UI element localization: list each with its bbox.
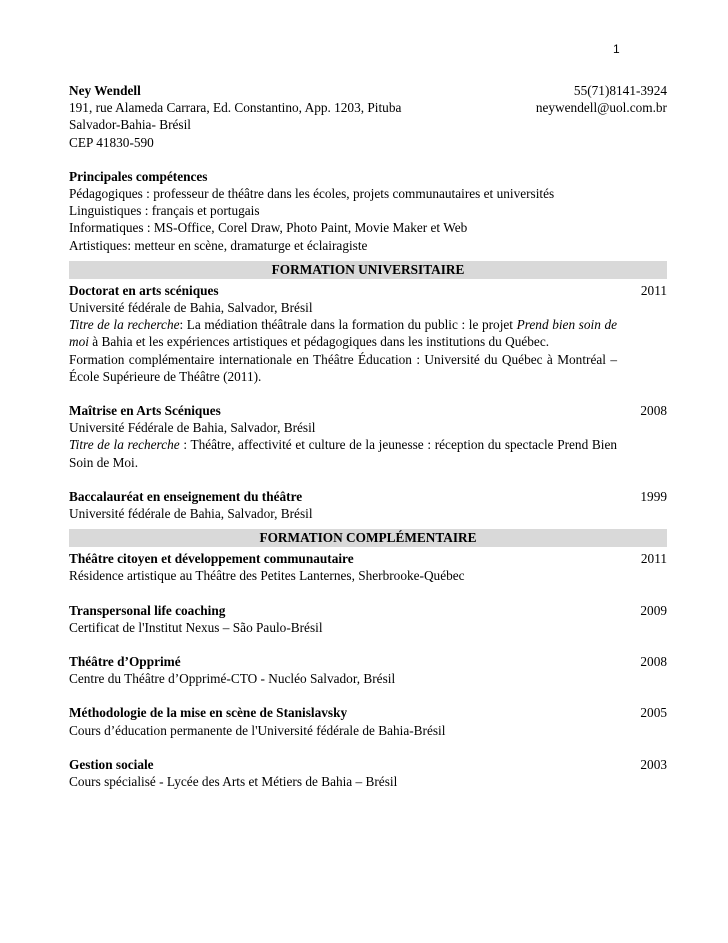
entry-year: 2011 — [640, 282, 667, 298]
entry-title: Gestion sociale — [69, 756, 154, 772]
entry-title: Transpersonal life coaching — [69, 602, 226, 618]
entry-title: Baccalauréat en enseignement du théâtre — [69, 488, 303, 504]
contact-address: 191, rue Alameda Carrara, Ed. Constantino, App. 1203, Pituba — [69, 100, 402, 116]
research-text: : Théâtre, affectivité et culture de la jeunesse : réception du spectacle Prend Bien Soin de Moi. — [69, 437, 617, 470]
entry-detail: Centre du Théâtre d’Opprimé-CTO - Nucléo Salvador, Brésil — [69, 671, 396, 687]
skill-line: Linguistiques : français et portugais — [69, 203, 260, 219]
entry-detail: Certificat de l'Institut Nexus – São Paulo-Brésil — [69, 619, 323, 635]
entry-detail: Cours spécialisé - Lycée des Arts et Métiers de Bahia – Brésil — [69, 774, 398, 790]
entry-title: Théâtre d’Opprimé — [69, 654, 181, 670]
entry-title: Méthodologie de la mise en scène de Stanislavsky — [69, 705, 348, 721]
entry-maitrise — [69, 402, 667, 471]
skills-heading: Principales compétences — [69, 168, 208, 184]
entry-complementaire — [69, 653, 667, 687]
contact-email: neywendell@uol.com.br — [535, 100, 667, 116]
page-number: 1 — [613, 42, 620, 56]
cv-content — [69, 82, 667, 790]
skill-line: Informatiques : MS-Office, Corel Draw, Photo Paint, Movie Maker et Web — [69, 220, 468, 236]
section-header-complementaire: FORMATION COMPLÉMENTAIRE — [69, 529, 667, 547]
entry-year: 2011 — [640, 551, 667, 567]
contact-block — [69, 82, 667, 151]
entry-year: 2003 — [640, 756, 667, 772]
entry-complementaire — [69, 756, 667, 790]
section-header-universitaire: FORMATION UNIVERSITAIRE — [69, 261, 667, 279]
entry-year: 2009 — [640, 602, 667, 618]
entry-complement: Formation complémentaire internationale en Théâtre Éducation : Université du Québec à Montréal – École Supérieure de Théâtre (2011). — [69, 351, 617, 384]
research-label: Titre de la recherche — [69, 317, 180, 333]
research-text: à Bahia et les expériences artistiques et pédagogiques dans les institutions du Québec. — [88, 334, 550, 350]
research-text: : La médiation théâtrale dans la formation du public : le projet — [179, 317, 517, 333]
entry-research — [69, 436, 617, 470]
skill-line: Artistiques: metteur en scène, dramaturge et éclairagiste — [69, 237, 368, 253]
entry-research — [69, 316, 617, 350]
entry-year: 2005 — [640, 705, 667, 721]
entry-complementaire — [69, 550, 667, 584]
entry-title: Maîtrise en Arts Scéniques — [69, 403, 221, 419]
entry-year: 2008 — [640, 403, 667, 419]
entry-detail: Résidence artistique au Théâtre des Petites Lanternes, Sherbrooke-Québec — [69, 568, 465, 584]
entry-complementaire — [69, 704, 667, 738]
research-italic: Prend bien soin de moi — [69, 317, 618, 350]
entry-institution: Université fédérale de Bahia, Salvador, Brésil — [69, 300, 313, 316]
entry-institution: Université Fédérale de Bahia, Salvador, Brésil — [69, 420, 316, 436]
contact-name: Ney Wendell — [69, 83, 141, 98]
research-label: Titre de la recherche — [69, 437, 180, 453]
entry-baccalaureat — [69, 488, 667, 522]
skills-block — [69, 168, 667, 254]
entry-institution: Université fédérale de Bahia, Salvador, Brésil — [69, 506, 313, 522]
skill-line: Pédagogiques : professeur de théâtre dans les écoles, projets communautaires et universités — [69, 186, 555, 202]
entry-complementaire — [69, 602, 667, 636]
entry-title: Théâtre citoyen et développement communautaire — [69, 551, 354, 567]
entry-year: 1999 — [640, 488, 667, 504]
entry-detail: Cours d’éducation permanente de l'Université fédérale de Bahia-Brésil — [69, 722, 446, 738]
entry-year: 2008 — [640, 654, 667, 670]
contact-city: Salvador-Bahia- Brésil — [69, 117, 191, 133]
contact-phone: 55(71)8141-3924 — [573, 83, 667, 98]
entry-title: Doctorat en arts scéniques — [69, 282, 219, 298]
entry-doctorat — [69, 282, 667, 385]
contact-cep: CEP 41830-590 — [69, 134, 154, 150]
